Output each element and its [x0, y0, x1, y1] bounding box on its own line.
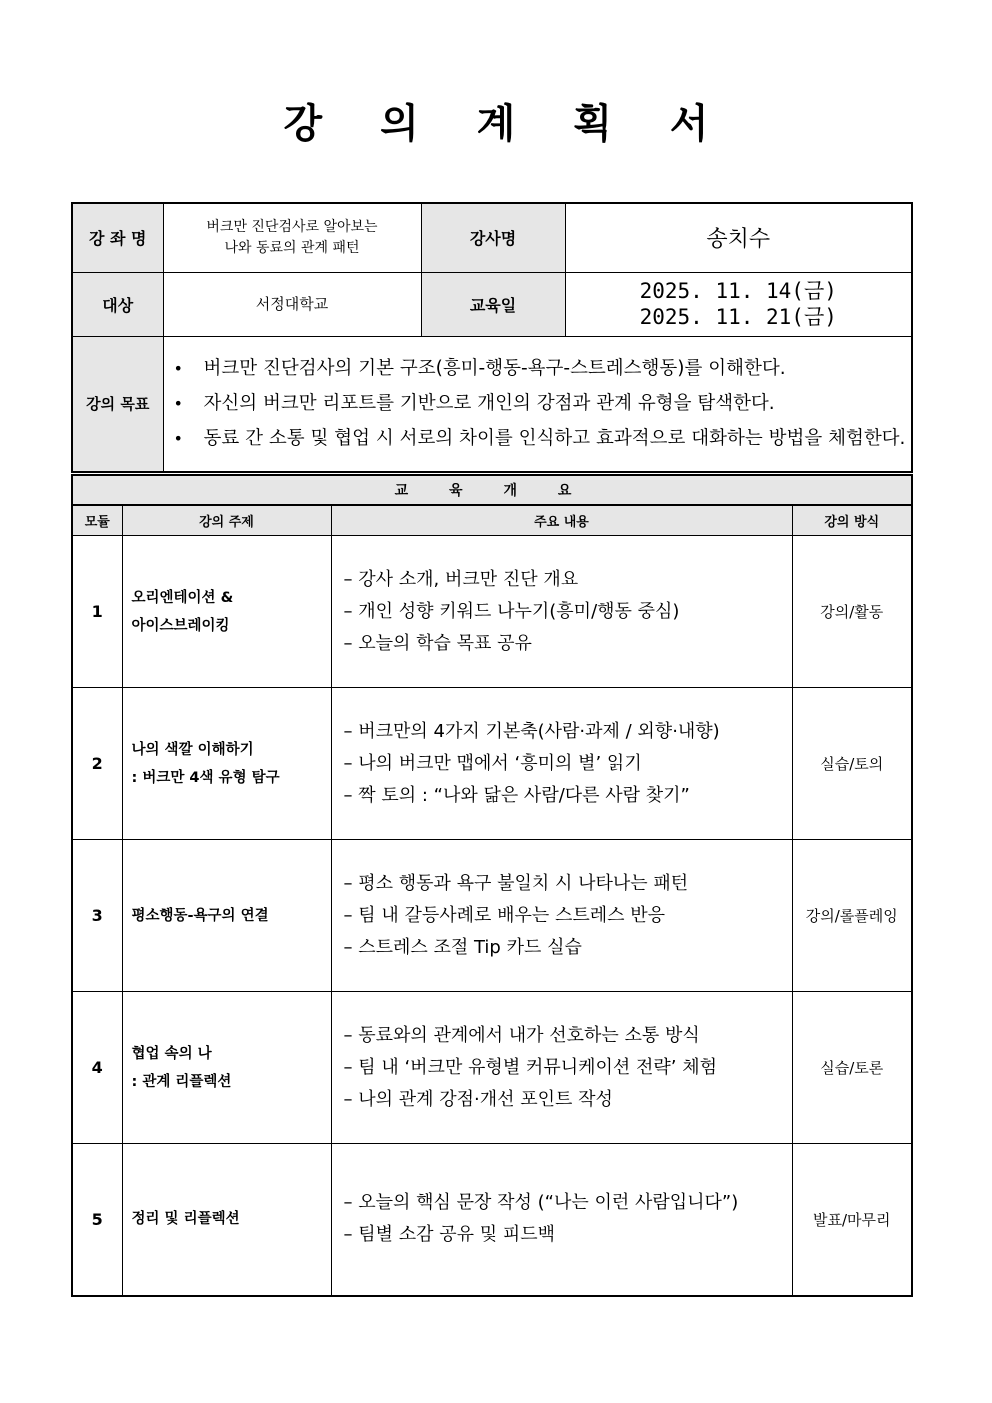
content-line: – 짝 토의 : “나와 닮은 사람/다른 사람 찾기”: [343, 784, 690, 806]
topic-line: : 관계 리플렉션: [131, 1073, 232, 1090]
topic-line: 협업 속의 나: [131, 1045, 212, 1062]
content-line: – 강사 소개, 버크만 진단 개요: [343, 568, 579, 590]
module-method: 강의/롤플레잉: [792, 840, 912, 992]
topic-line: 나의 색깔 이해하기: [131, 741, 254, 758]
module-row: [72, 840, 912, 992]
module-number: 4: [72, 992, 122, 1144]
course-goals-label: 강의 목표: [72, 336, 163, 472]
module-number: 3: [72, 840, 122, 992]
content-line: – 팀 내 ‘버크만 유형별 커뮤니케이션 전략’ 체험: [343, 1056, 717, 1078]
module-row: [72, 1144, 912, 1296]
content-line: – 나의 버크만 맵에서 ‘흥미의 별’ 읽기: [343, 752, 642, 774]
target-label: 대상: [72, 272, 163, 336]
goal-text: 버크만 진단검사의 기본 구조(흥미-행동-욕구-스트레스행동)를 이해한다.: [203, 358, 786, 380]
topic-line: 오리엔테이션 &: [131, 589, 234, 606]
education-date-1: 2025. 11. 14(금): [639, 279, 837, 303]
module-topic: [122, 688, 331, 840]
module-method: 강의/활동: [792, 536, 912, 688]
goal-text: 동료 간 소통 및 협업 시 서로의 차이를 인식하고 효과적으로 대화하는 방법을 체험한다.: [203, 428, 906, 450]
topic-line: 아이스브레이킹: [131, 617, 230, 634]
lecturer-label: 강사명: [421, 203, 565, 272]
education-date-label: 교육일: [421, 272, 565, 336]
bullet-icon: •: [173, 359, 183, 379]
content-line: – 오늘의 학습 목표 공유: [343, 632, 532, 654]
module-topic: [122, 840, 331, 992]
course-goals: [163, 336, 912, 472]
module-topic: [122, 536, 331, 688]
target-value: 서정대학교: [163, 272, 421, 336]
content-column-header: 주요 내용: [331, 505, 792, 536]
topic-column-header: 강의 주제: [122, 505, 331, 536]
method-column-header: 강의 방식: [792, 505, 912, 536]
module-method: 발표/마무리: [792, 1144, 912, 1296]
content-line: – 버크만의 4가지 기본축(사람·과제 / 외향·내향): [343, 720, 720, 742]
module-number: 1: [72, 536, 122, 688]
education-overview-table: [71, 474, 913, 1297]
content-line: – 평소 행동과 욕구 불일치 시 나타나는 패턴: [343, 872, 689, 894]
bullet-icon: •: [173, 394, 183, 414]
module-row: [72, 688, 912, 840]
education-dates: [565, 272, 912, 336]
module-content: [331, 992, 792, 1144]
content-line: – 팀 내 갈등사례로 배우는 스트레스 반응: [343, 904, 666, 926]
goal-item: [174, 386, 908, 421]
module-topic: [122, 992, 331, 1144]
module-number: 2: [72, 688, 122, 840]
content-line: – 개인 성향 키워드 나누기(흥미/행동 중심): [343, 600, 680, 622]
course-name-line-2: 나와 동료의 관계 패턴: [224, 239, 360, 256]
content-line: – 나의 관계 강점·개선 포인트 작성: [343, 1088, 613, 1110]
module-content: [331, 536, 792, 688]
bullet-icon: •: [173, 429, 183, 449]
goal-list: [164, 349, 912, 458]
course-name-line-1: 버크만 진단검사로 알아보는: [206, 218, 378, 235]
module-method: 실습/토론: [792, 992, 912, 1144]
course-info-table: [71, 202, 913, 473]
course-name-label: 강 좌 명: [72, 203, 163, 272]
goal-text: 자신의 버크만 리포트를 기반으로 개인의 강점과 관계 유형을 탐색한다.: [203, 393, 775, 415]
content-line: – 팀별 소감 공유 및 피드백: [343, 1224, 555, 1246]
module-row: [72, 536, 912, 688]
topic-line: : 버크만 4색 유형 탐구: [131, 769, 280, 786]
module-column-header: 모듈: [72, 505, 122, 536]
module-topic: [122, 1144, 331, 1296]
course-name-value: [163, 203, 421, 272]
module-content: [331, 688, 792, 840]
module-content: [331, 840, 792, 992]
module-row: [72, 992, 912, 1144]
overview-title: 교 육 개 요: [72, 475, 912, 505]
education-date-2: 2025. 11. 21(금): [639, 305, 837, 329]
goal-item: [174, 421, 908, 456]
document-title: 강 의 계 획 서: [283, 101, 731, 147]
content-line: – 스트레스 조절 Tip 카드 실습: [343, 936, 582, 958]
lecturer-name: 송치수: [565, 203, 912, 272]
module-content: [331, 1144, 792, 1296]
content-line: – 동료와의 관계에서 내가 선호하는 소통 방식: [343, 1024, 700, 1046]
module-method: 실습/토의: [792, 688, 912, 840]
content-line: – 오늘의 핵심 문장 작성 (“나는 이런 사람입니다”): [343, 1192, 739, 1214]
topic-line: 정리 및 리플렉션: [131, 1211, 240, 1228]
module-number: 5: [72, 1144, 122, 1296]
goal-item: [174, 351, 908, 386]
topic-line: 평소행동-욕구의 연결: [131, 907, 269, 924]
